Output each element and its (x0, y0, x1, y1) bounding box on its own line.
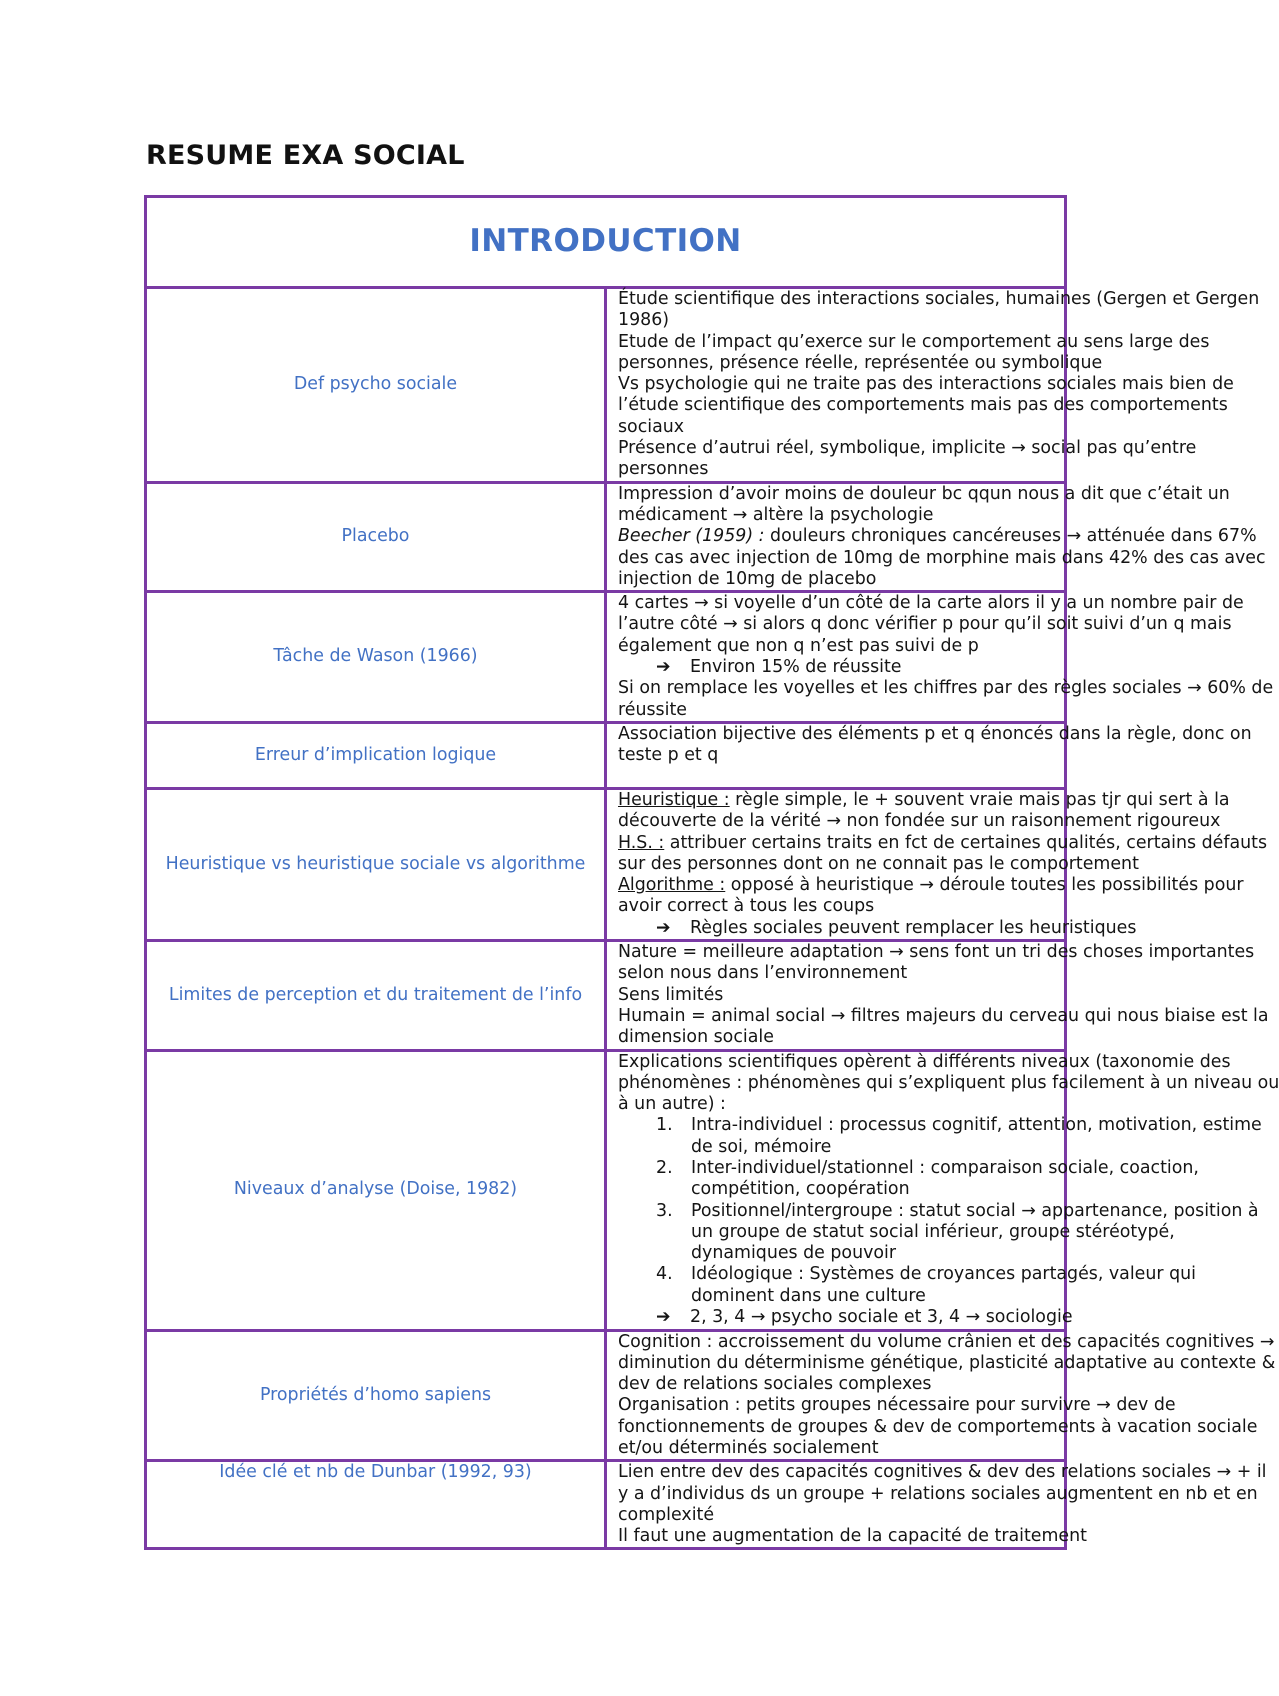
table-row (146, 941, 1066, 1050)
arrow-bullet-item (618, 657, 1053, 678)
text-line: Il faut une augmentation de la capacité de traitement (618, 1526, 1087, 1547)
text-line: dimension sociale (618, 1027, 774, 1048)
term-cell: Limites de perception et du traitement de l’info (146, 941, 606, 1050)
text-line: Sens limités (618, 984, 724, 1005)
numbered-item (618, 1157, 1199, 1201)
page-title: RESUME EXA SOCIAL (146, 140, 465, 171)
text-line: également que non q n’est pas suivi de p (618, 635, 979, 656)
text-line: compétition, coopération (691, 1179, 910, 1200)
arrow-bullet-icon: ➔ (656, 917, 671, 938)
text-line: découverte de la vérité → non fondée sur un raisonnement rigoureux (618, 811, 1221, 832)
text-segment: attribuer certains traits en fct de certaines qualités, certains défauts (664, 832, 1268, 853)
text-line: un groupe de statut social inférieur, groupe stéréotypé, (691, 1221, 1175, 1242)
table-row (146, 288, 1066, 483)
text-line: Idéologique : Systèmes de croyances partagés, valeur qui (691, 1264, 1196, 1285)
arrow-item-text: Règles sociales peuvent remplacer les heuristiques (690, 917, 1137, 938)
term-cell: Def psycho sociale (146, 288, 606, 483)
numbered-item (618, 1264, 1196, 1307)
arrow-bullet-item (618, 917, 1137, 939)
text-line: Lien entre dev des capacités cognitives & dev des relations sociales → + il (618, 1462, 1267, 1483)
text-line: Explications scientifiques opèrent à différents niveaux (taxonomie des (618, 1051, 1231, 1072)
text-line (618, 789, 1230, 811)
text-line: personnes (618, 459, 709, 480)
text-line: de soi, mémoire (691, 1136, 832, 1157)
arrow-item-text: 2, 3, 4 → psycho sociale et 3, 4 → sociologie (690, 1307, 1073, 1328)
text-line: Nature = meilleure adaptation → sens font un tri des choses importantes (618, 942, 1255, 963)
text-line: Inter-individuel/stationnel : comparaison sociale, coaction, (691, 1157, 1199, 1178)
text-line: Humain = animal social → filtres majeurs du cerveau qui nous biaise est la (618, 1005, 1269, 1026)
table-row (146, 722, 1066, 788)
text-line: 1986) (618, 310, 670, 331)
table-row (146, 1050, 1066, 1330)
numbered-item (618, 1115, 1262, 1158)
text-line: des cas avec injection de 10mg de morphine mais dans 42% des cas avec (618, 547, 1266, 568)
section-title: INTRODUCTION (146, 197, 1066, 288)
text-line: l’étude scientifique des comportements mais pas des comportements (618, 395, 1228, 416)
text-line: complexité (618, 1504, 715, 1525)
text-line: dominent dans une culture (691, 1285, 926, 1306)
text-line: personnes, présence réelle, représentée ou symbolique (618, 352, 1103, 373)
text-line: Cognition : accroissement du volume crânien et des capacités cognitives → (618, 1331, 1275, 1352)
definition-cell (606, 788, 1268, 940)
text-line (618, 526, 1257, 547)
definition-cell (606, 722, 1252, 788)
text-segment: règle simple, le + souvent vraie mais pas tjr qui sert à la (729, 789, 1230, 810)
text-line: dev de relations sociales complexes (618, 1374, 932, 1395)
text-line: Étude scientifique des interactions sociales, humaines (Gergen et Gergen (618, 289, 1260, 309)
table-row (146, 1330, 1066, 1461)
text-segment: opposé à heuristique → déroule toutes les possibilités pour (725, 875, 1244, 896)
table-row (146, 788, 1066, 940)
summary-table (144, 195, 1279, 1550)
heuristique-label: Heuristique : (618, 789, 730, 810)
arrow-bullet-icon: ➔ (656, 1307, 671, 1328)
text-line: y a d’individus ds un groupe + relations sociales augmentent en nb et en (618, 1483, 1258, 1504)
text-line: Association bijective des éléments p et q énoncés dans la règle, donc on (618, 723, 1252, 744)
text-line: phénomènes : phénomènes qui s’expliquent plus facilement à un niveau ou (618, 1072, 1279, 1093)
text-line: 4 cartes → si voyelle d’un côté de la carte alors il y a un nombre pair de (618, 593, 1244, 614)
term-cell: Idée clé et nb de Dunbar (1992, 93) (146, 1461, 606, 1549)
text-line: dynamiques de pouvoir (691, 1243, 897, 1264)
table-row (146, 592, 1066, 723)
text-line: selon nous dans l’environnement (618, 963, 908, 984)
arrow-item-text: Environ 15% de réussite (690, 657, 902, 678)
term-cell: Niveaux d’analyse (Doise, 1982) (146, 1050, 606, 1330)
definition-cell (606, 1330, 1276, 1461)
text-line: avoir correct à tous les coups (618, 896, 875, 917)
item-number: 4. (656, 1264, 673, 1285)
definition-cell (606, 288, 1260, 483)
term-cell: Erreur d’implication logique (146, 722, 606, 788)
text-line: Vs psychologie qui ne traite pas des interactions sociales mais bien de (618, 374, 1234, 395)
text-line: fonctionnements de groupes & dev de comportements à vacation sociale (618, 1416, 1258, 1437)
term-cell: Heuristique vs heuristique sociale vs algorithme (146, 788, 606, 940)
definition-cell (606, 1050, 1279, 1330)
definition-cell (606, 941, 1269, 1050)
text-line: et/ou déterminés socialement (618, 1437, 879, 1458)
arrow-bullet-icon: ➔ (656, 657, 671, 678)
text-line: sociaux (618, 416, 685, 437)
text-line: diminution du déterminisme génétique, plasticité adaptative au contexte & (618, 1352, 1276, 1373)
text-line (618, 832, 1268, 854)
text-line: Si on remplace les voyelles et les chiffres par des règles sociales → 60% de (618, 678, 1274, 699)
text-line: Impression d’avoir moins de douleur bc qqun nous a dit que c’était un (618, 483, 1230, 504)
text-line: Etude de l’impact qu’exerce sur le comportement au sens large des (618, 331, 1210, 352)
term-cell: Placebo (146, 482, 606, 591)
text-line: Présence d’autrui réel, symbolique, implicite → social pas qu’entre (618, 438, 1197, 459)
text-line: injection de 10mg de placebo (618, 568, 877, 589)
citation: Beecher (1959) : (618, 526, 765, 547)
table-row (146, 482, 1066, 591)
text-line: Intra-individuel : processus cognitif, attention, motivation, estime (691, 1115, 1262, 1136)
text-line: Organisation : petits groupes nécessaire pour survivre → dev de (618, 1395, 1176, 1416)
text-segment: douleurs chroniques cancéreuses → atténuée dans 67% (764, 526, 1257, 547)
item-number: 2. (656, 1157, 673, 1178)
term-cell: Tâche de Wason (1966) (146, 592, 606, 723)
numbered-item (618, 1200, 1259, 1265)
definition-cell (606, 1461, 1267, 1549)
heuristique-sociale-label: H.S. : (618, 832, 665, 853)
item-number: 3. (656, 1200, 673, 1221)
text-line: Positionnel/intergroupe : statut social → appartenance, position à (691, 1200, 1259, 1221)
item-number: 1. (656, 1115, 673, 1136)
table-row (146, 1461, 1066, 1549)
definition-cell (606, 592, 1274, 723)
arrow-bullet-item (618, 1307, 1073, 1328)
text-line (618, 875, 1244, 896)
text-line: réussite (618, 699, 687, 720)
text-line: teste p et q (618, 745, 719, 766)
text-line: sur des personnes dont on ne connait pas le comportement (618, 853, 1139, 874)
text-line: l’autre côté → si alors q donc vérifier p pour qu’il soit suivi d’un q mais (618, 614, 1232, 635)
definition-cell (606, 482, 1266, 591)
algorithme-label: Algorithme : (618, 875, 726, 896)
text-line: à un autre) : (618, 1094, 726, 1115)
section-header-row (146, 197, 1066, 288)
term-cell: Propriétés d’homo sapiens (146, 1330, 606, 1461)
text-line: médicament → altère la psychologie (618, 504, 934, 525)
